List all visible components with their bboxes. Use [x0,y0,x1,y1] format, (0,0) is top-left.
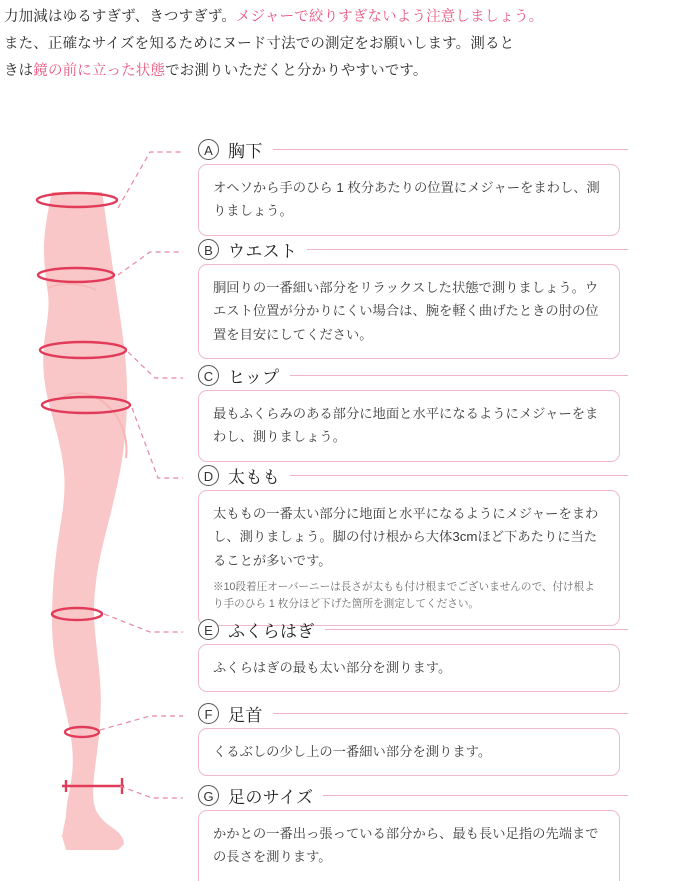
callout-d-rule [290,475,628,476]
callout-c-badge: C [198,365,219,386]
callout-d-title: 太もも [228,467,281,487]
body-illustration [0,120,210,852]
intro-line3-normal: きは [4,62,34,79]
intro-line2: また、正確なサイズを知るためにヌード寸法での測定をお願いします。測ると [4,35,515,52]
callout-c-body: 最もふくらみのある部分に地面と水平になるようにメジャーをまわし、測りましょう。 [213,406,599,445]
callout-d-badge: D [198,465,219,486]
callout-e-badge: E [198,619,219,640]
callout-a-body: オヘソから手のひら 1 枚分あたりの位置にメジャーをまわし、測りましょう。 [213,180,600,219]
callout-g-body: かかとの一番出っ張っている部分から、最も長い足指の先端までの長さを測ります。 [213,826,599,865]
callout-c-header [198,362,628,388]
callout-b-badge: B [198,239,219,260]
callout-c [198,362,628,462]
callout-a-badge: A [198,139,219,160]
callout-f-body: くるぶしの少し上の一番細い部分を測ります。 [213,744,492,759]
callout-f-box [198,728,620,776]
callout-f [198,700,628,776]
callout-a-rule [273,149,628,150]
callout-f-header [198,700,628,726]
callout-d-header [198,462,628,488]
callout-g-header [198,782,628,808]
callout-b-body: 胴回りの一番細い部分をリラックスした状態で測りましょう。ウエスト位置が分かりにくい場合は、腕を軽く曲げたときの肘の位置を目安にしてください。 [213,280,599,342]
intro-line3-tail: でお測りいただくと分かりやすいです。 [165,62,428,79]
callout-b-title: ウエスト [228,241,298,261]
callout-f-rule [273,713,628,714]
callout-b-rule [307,249,628,250]
callout-a-box [198,164,620,236]
callout-g-rule [323,795,628,796]
callout-d-body: 太ももの一番太い部分に地面と水平になるようにメジャーをまわし、測りましょう。脚の付け根から大体3cmほど下あたりに当たることが多いです。 [213,506,599,568]
callout-d [198,462,628,626]
callout-d-note: ※10段着圧オーバーニーは長さが太もも付け根までございませんので、付け根より手のひら 1 枚分ほど下げた箇所を測定してください。 [213,580,595,610]
callout-e [198,616,628,692]
callout-g-box [198,810,620,881]
callout-a-title: 胸下 [228,141,263,161]
callout-d-box [198,490,620,626]
callout-c-box [198,390,620,462]
callout-e-header [198,616,628,642]
callout-f-badge: F [198,703,219,724]
callout-e-box [198,644,620,692]
callout-c-rule [290,375,628,376]
callout-g-badge: G [198,785,219,806]
intro-line1-normal: 力加減はゆるすぎず、きつすぎず。 [4,9,236,25]
callout-g [198,782,628,881]
callout-a [198,136,628,236]
intro-paragraph [4,4,680,84]
callout-f-title: 足首 [228,705,263,725]
callout-a-header [198,136,628,162]
callout-g-title: 足のサイズ [228,787,314,807]
callout-e-body: ふくらはぎの最も太い部分を測ります。 [213,660,452,675]
intro-line1-highlight: メジャーで絞りすぎないよう注意しましょう。 [236,9,544,25]
callout-c-title: ヒップ [228,367,280,387]
callout-b [198,236,628,359]
callout-b-header [198,236,628,262]
callout-e-title: ふくらはぎ [228,621,315,641]
callout-e-rule [325,629,628,630]
callout-b-box [198,264,620,359]
intro-line3-highlight: 鏡の前に立った状態 [33,62,166,79]
